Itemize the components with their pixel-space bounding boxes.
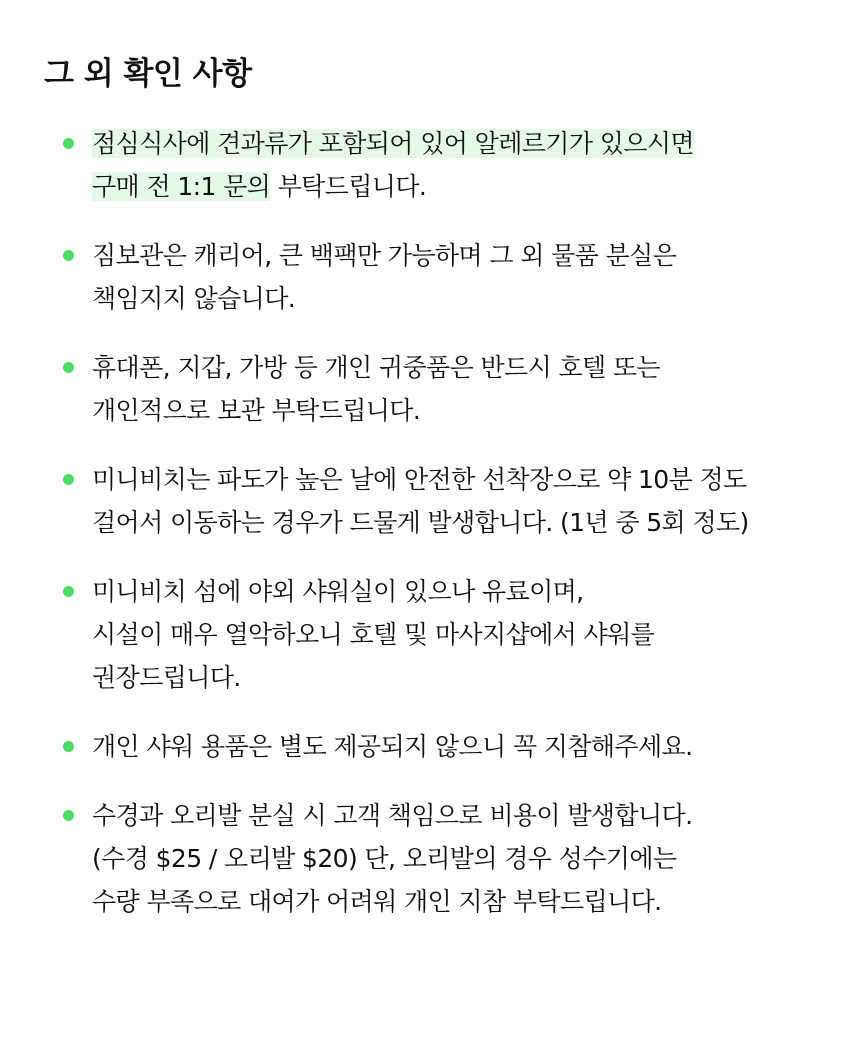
- notice-line: [92, 277, 840, 320]
- line-text: 수량 부족으로 대여가 어려워 개인 지참 부탁드립니다.: [92, 887, 662, 916]
- notice-line: [92, 613, 840, 656]
- notice-line: [92, 165, 840, 208]
- notice-item: [0, 570, 860, 699]
- notice-item: [0, 458, 860, 544]
- notice-line: [92, 656, 840, 699]
- notice-line: [92, 346, 840, 389]
- line-text: 권장드립니다.: [92, 663, 241, 692]
- line-text: 휴대폰, 지갑, 가방 등 개인 귀중품은 반드시 호텔 또는: [92, 353, 661, 382]
- bullet-dot-icon: [63, 810, 74, 821]
- line-text: 수경과 오리발 분실 시 고객 책임으로 비용이 발생합니다.: [92, 801, 693, 830]
- line-text: 부탁드립니다.: [270, 172, 427, 201]
- section-title: 그 외 확인 사항: [44, 56, 252, 92]
- line-text: 개인 샤워 용품은 별도 제공되지 않으니 꼭 지참해주세요.: [92, 732, 693, 761]
- line-text: 미니비치는 파도가 높은 날에 안전한 선착장으로 약 10분 정도: [92, 465, 747, 494]
- notice-line: [92, 794, 840, 837]
- notice-item: [0, 725, 860, 768]
- bullet-dot-icon: [63, 741, 74, 752]
- bullet-dot-icon: [63, 138, 74, 149]
- notice-item: [0, 234, 860, 320]
- notice-line: [92, 234, 840, 277]
- bullet-dot-icon: [63, 362, 74, 373]
- notice-line: [92, 725, 840, 768]
- highlighted-text: 구매 전 1:1 문의: [92, 172, 271, 201]
- notice-line: [92, 389, 840, 432]
- line-text: 미니비치 섬에 야외 샤워실이 있으나 유료이며,: [92, 577, 584, 606]
- line-text: 책임지지 않습니다.: [92, 284, 296, 313]
- notice-line: [92, 880, 840, 923]
- notice-item: [0, 794, 860, 923]
- line-text: 시설이 매우 열악하오니 호텔 및 마사지샵에서 샤워를: [92, 620, 655, 649]
- notice-list: [0, 122, 860, 949]
- line-text: 개인적으로 보관 부탁드립니다.: [92, 396, 421, 425]
- highlighted-text: 점심식사에 견과류가 포함되어 있어 알레르기가 있으시면: [92, 129, 694, 158]
- bullet-dot-icon: [63, 474, 74, 485]
- notice-line: [92, 837, 840, 880]
- line-text: (수경 $25 / 오리발 $20) 단, 오리발의 경우 성수기에는: [92, 844, 677, 873]
- line-text: 걸어서 이동하는 경우가 드물게 발생합니다. (1년 중 5회 정도): [92, 508, 749, 537]
- notice-item: [0, 122, 860, 208]
- notice-item: [0, 346, 860, 432]
- line-text: 짐보관은 캐리어, 큰 백팩만 가능하며 그 외 물품 분실은: [92, 241, 677, 270]
- notice-line: [92, 458, 840, 501]
- bullet-dot-icon: [63, 586, 74, 597]
- notice-line: [92, 122, 840, 165]
- notice-line: [92, 570, 840, 613]
- bullet-dot-icon: [63, 250, 74, 261]
- notice-line: [92, 501, 840, 544]
